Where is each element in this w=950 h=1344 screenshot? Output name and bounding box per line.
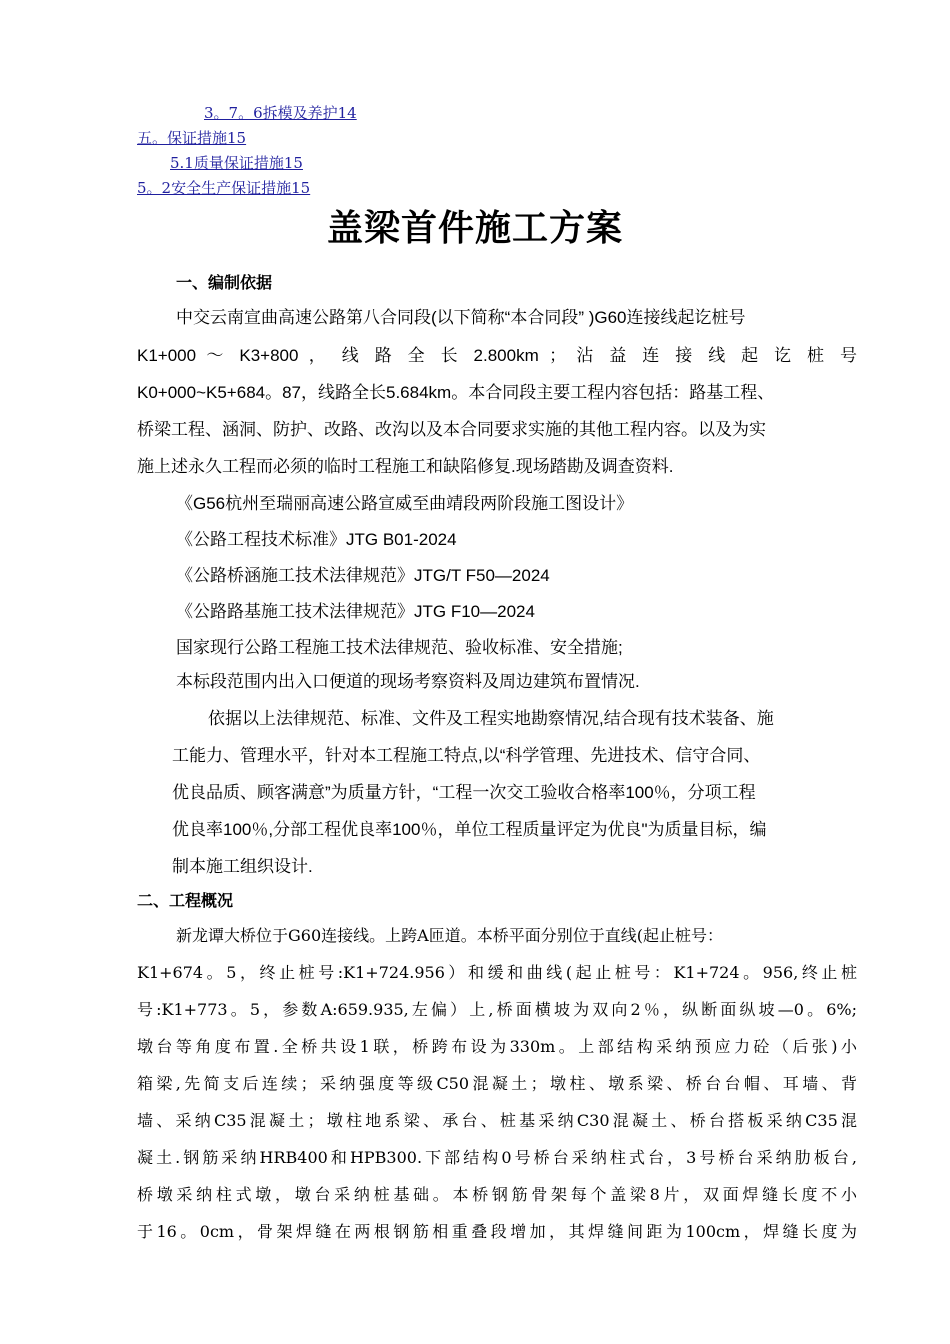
paragraph-line: 工能力、管理水平，针对本工程施工特点,以“科学管理、先进技术、信守合同、	[172, 746, 761, 765]
document-title: 盖梁首件施工方案	[326, 207, 623, 249]
paragraph-line: 墩台等角度布置.全桥共设1联，桥跨布设为3᠎30m。上部结构采纳预应力砼（后张)小	[137, 1037, 857, 1056]
paragraph-line: 中交云南宣曲高速公路第八合同段(以下简称“本合同段” )G60连接线起讫桩号	[176, 308, 746, 327]
toc-link[interactable]: 五。保证措施15	[137, 129, 247, 147]
reference-item: 《公路路基施工技术法律规范》JTG F10—2024	[176, 602, 535, 621]
reference-item: 《G56杭州至瑞丽高速公路宣威至曲靖段两阶段施工图设计》	[176, 494, 634, 513]
paragraph-line: 凝土.钢筋采纳HRB400和HPB300.下部结构0号桥台采纳柱式台，3号桥台采纳肋板台,	[137, 1148, 857, 1167]
paragraph-line: 制本施工组织设计.	[172, 857, 313, 876]
reference-item: 国家现行公路工程施工技术法律规范、验收标准、安全措施;	[176, 638, 623, 657]
section-heading: 一、编制依据	[176, 273, 273, 292]
paragraph-line: 桥墩采纳柱式墩，墩台采纳桩基础。本桥钢筋骨架每个盖梁8片，双面焊缝长度不小	[137, 1185, 857, 1204]
toc-link[interactable]: 5。2安全生产保证措施15	[137, 179, 311, 197]
paragraph-line: 优良率100％,分部工程优良率100％，单位工程质量评定为优良"为质量目标，编	[172, 820, 767, 839]
paragraph-line: 优良品质、顾客满意”为质量方针，“工程一次交工验收合格率100％，分项工程	[172, 783, 756, 802]
paragraph-line: 施上述永久工程而必须的临时工程施工和缺陷修复.现场踏勘及调查资料.	[137, 457, 674, 476]
paragraph-line: 号:K1+773。5，参数A:659.935,左偏）上,桥面横坡为双向2％，纵断面纵坡—0。6%;	[137, 1000, 857, 1019]
paragraph-line: 依据以上法律规范、标准、文件及工程实地勘察情况,结合现有技术装备、施	[208, 709, 774, 728]
paragraph-line: K0+000~K5+684。87，线路全长5.684km。本合同段主要工程内容包括：路基工程、	[137, 383, 775, 402]
paragraph-line: K1+000 ～ K3+800 ， 线 路 全 长 2.800km ； 沾 益 连 接 线 起 讫 桩 号	[137, 346, 857, 365]
reference-item: 本标段范围内出入口便道的现场考察资料及周边建筑布置情况.	[176, 672, 640, 691]
paragraph-line: 桥梁工程、涵洞、防护、改路、改沟以及本合同要求实施的其他工程内容。以及为实	[137, 420, 766, 439]
paragraph-line: 墙、采纳C35混凝土；墩柱地系梁、承台、桩基采纳C30混凝土、桥台搭板采纳C35混	[137, 1111, 857, 1130]
section-heading: 二、工程概况	[137, 891, 234, 910]
toc-link[interactable]: 3。7。6拆模及养护14	[204, 104, 357, 122]
paragraph-line: 新龙谭大桥位于G60连接线。上跨A匝道。本桥平面分别位于直线(起止桩号：	[176, 926, 723, 945]
reference-item: 《公路桥涵施工技术法律规范》JTG/T F50—2024	[176, 566, 550, 585]
paragraph-line: 箱梁,先简支后连续；采纳强度等级C50混凝土；墩柱、墩系梁、桥台台帽、耳墙、背	[137, 1074, 857, 1093]
paragraph-line: 于16。0cm，骨架焊缝在两根钢筋相重叠段增加，其焊缝间距为100cm，焊缝长度为	[137, 1222, 857, 1241]
paragraph-line: K1+674。5，终止桩号:K1+724.956）和缓和曲线(起止桩号：K1+724。956,终止桩	[137, 963, 857, 982]
reference-item: 《公路工程技术标准》JTG B01-2024	[176, 530, 457, 549]
toc-link[interactable]: 5.1质量保证措施15	[170, 154, 303, 172]
